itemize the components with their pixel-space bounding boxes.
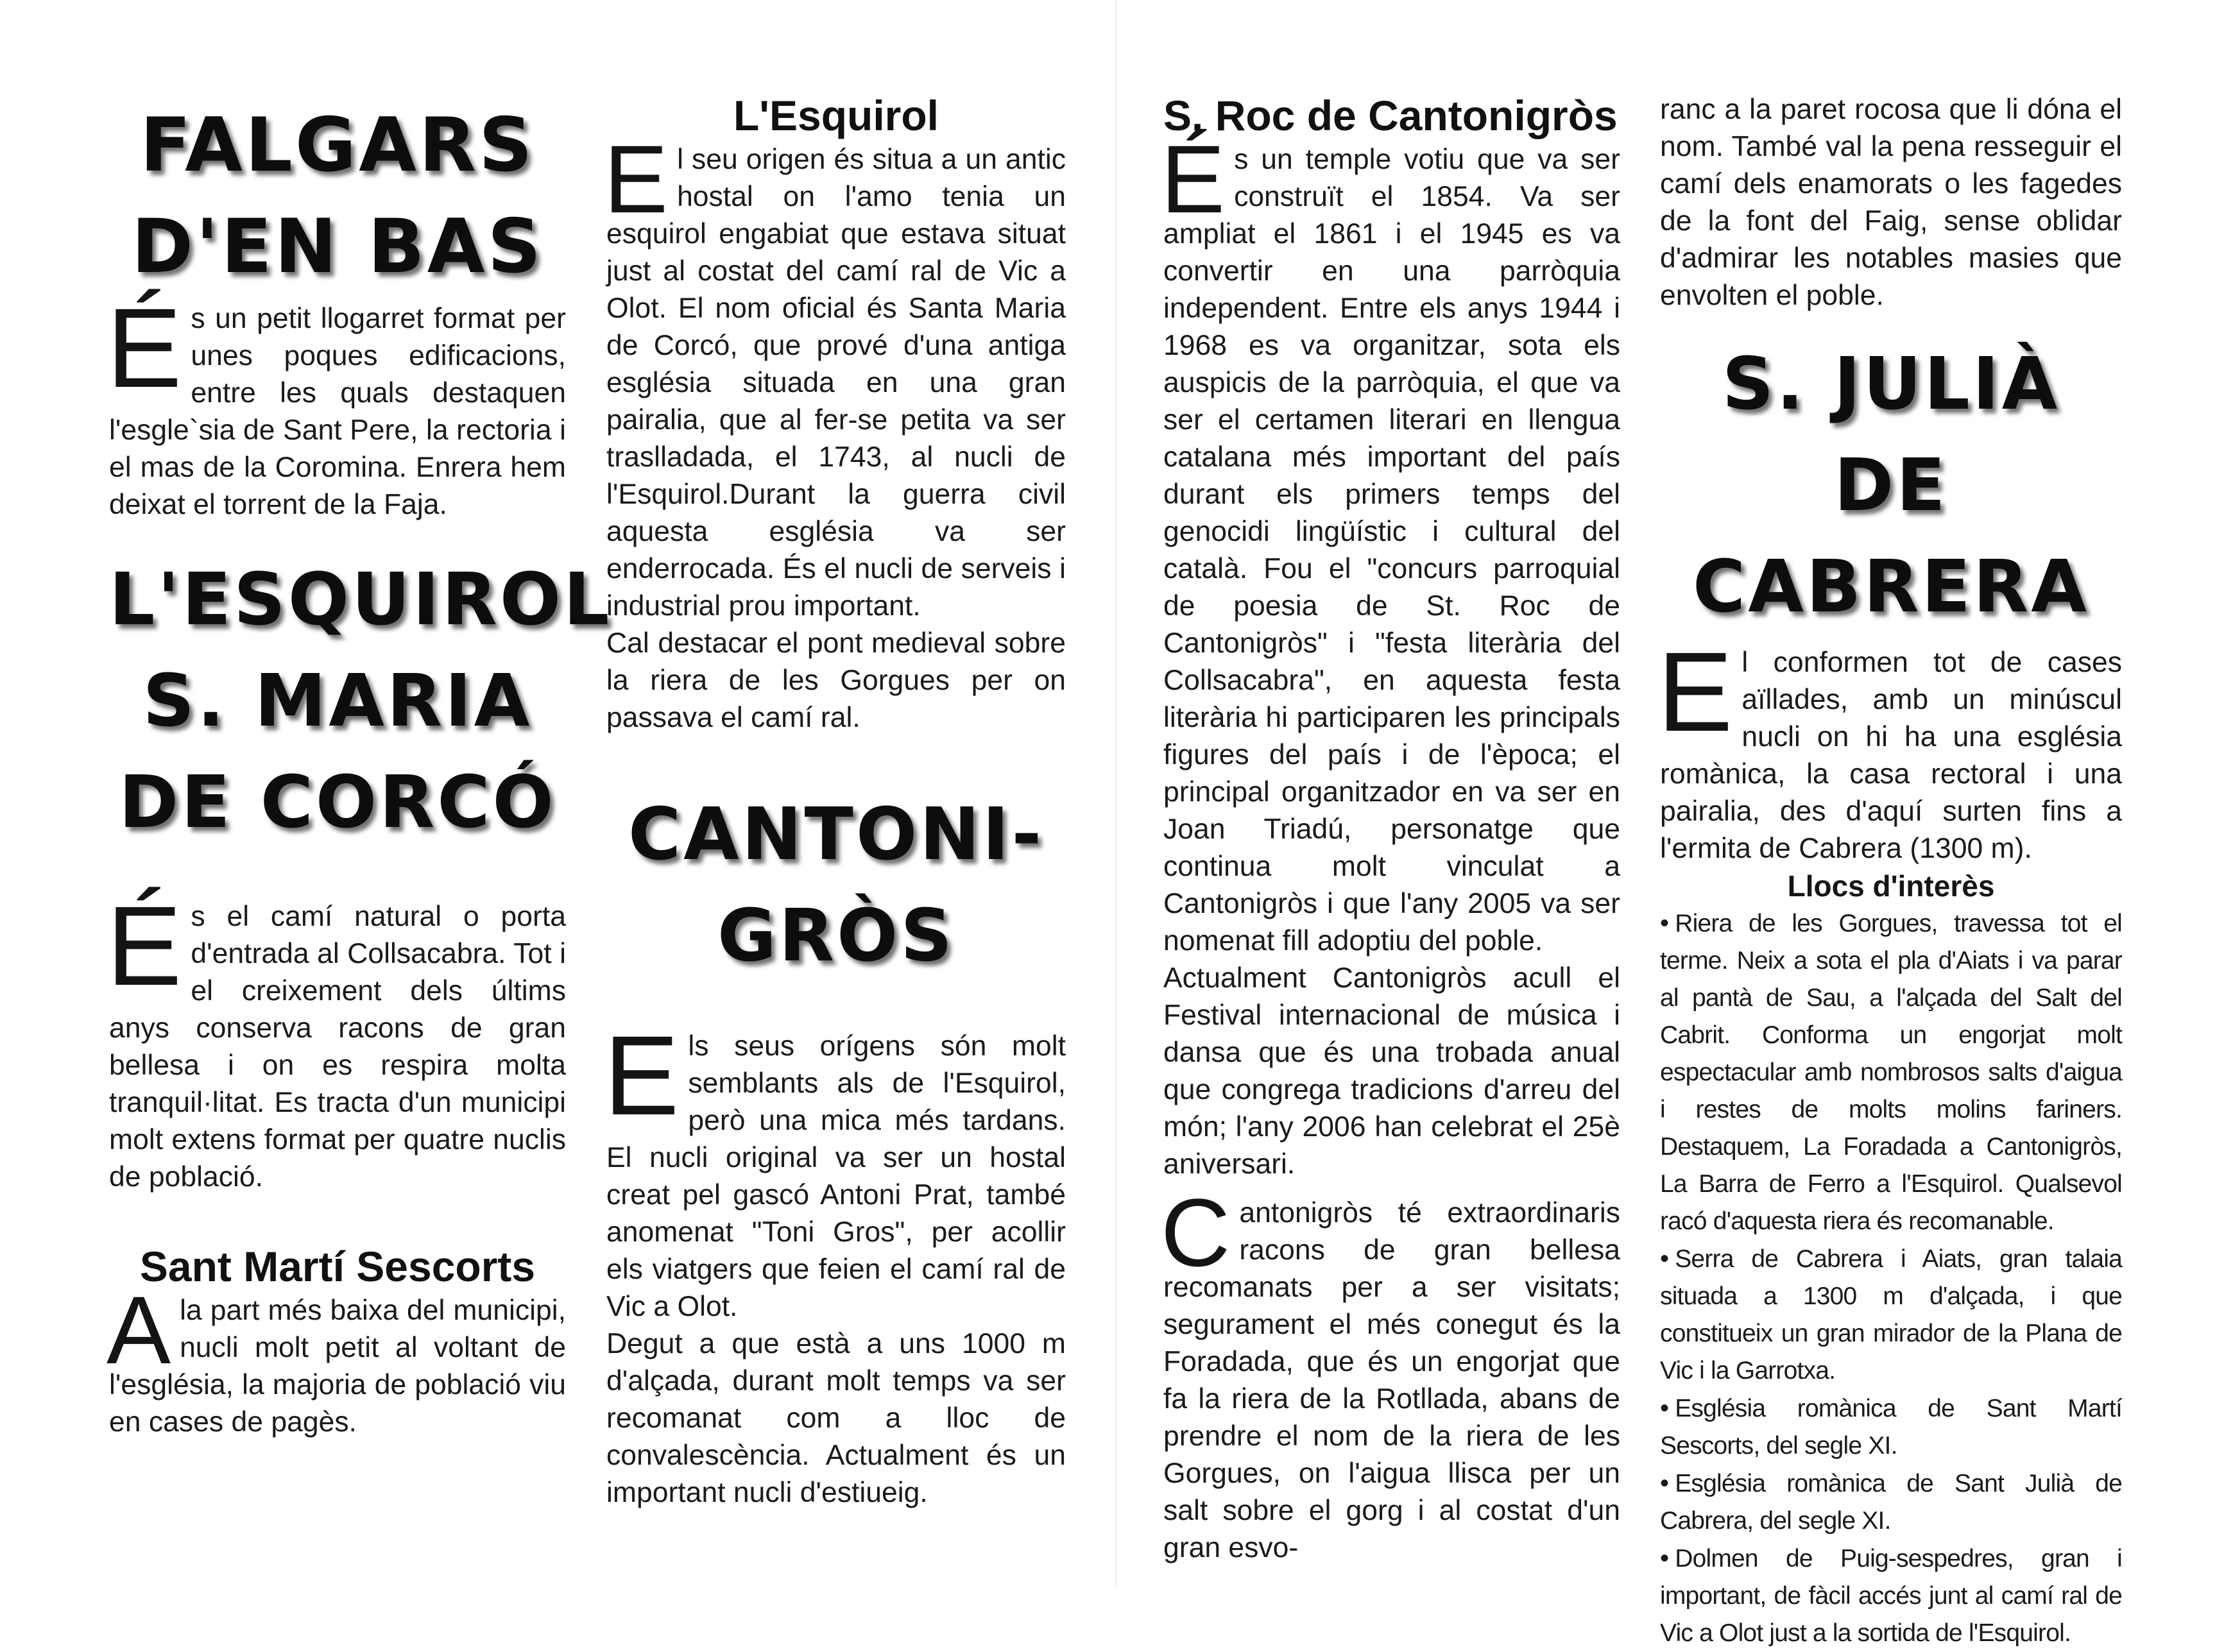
racons-paragraph [1161, 1179, 1620, 1567]
dropcap: E [604, 125, 669, 233]
page-fold [1115, 0, 1118, 1587]
dropcap: C [1161, 1179, 1231, 1286]
title-line: CANTONI- [628, 793, 1045, 876]
dropcap: E [604, 1013, 680, 1139]
esquirol-heading: L'Esquirol [733, 92, 939, 139]
falgars-paragraph [107, 285, 566, 524]
pont-medieval-paragraph: Cal destacar el pont medieval sobre la riera de les Gorgues per on passava el camí ral. [606, 627, 1066, 733]
list-item [1660, 1465, 2122, 1540]
cantonigros-title [606, 784, 1066, 987]
title-line: S. MARIA [142, 660, 533, 743]
paragraph-text: l seu origen és situa a un antic hostal on l'amo tenia un esquirol engabiat que estava situat just al costat del camí ral de Vic a Olot. El nom oficial és Santa Maria de Corcó, que prové d'una antiga església situada en una gran pairalia, que al fer-se petita va ser traslladada, el 1743, al nucli de l'Esquirol.Durant la guerra civil aquesta església va ser enderrocada. És el nucli de serveis i industrial prou important. [606, 144, 1066, 622]
sant-marti-heading: Sant Martí Sescorts [139, 1243, 536, 1290]
column-4 [1657, 0, 2122, 1652]
list-item [1660, 905, 2122, 1240]
esquirol-history-paragraph [604, 125, 1066, 625]
bullet-icon: • [1660, 909, 1669, 937]
title-line: CABRERA [1693, 545, 2089, 629]
paragraph-text: s el camí natural o porta d'entrada al Collsacabra. Tot i el creixement dels últims anys conserva racons de gran bellesa i on es respira molta tranquil·litat. Es tracta d'un municipi molt extens format per quatre nuclis de població. [109, 901, 566, 1193]
esquirol-paragraph [107, 883, 566, 1196]
title-line: FALGARS [140, 102, 535, 189]
paragraph-text: antonigròs té extraordinaris racons de gran bellesa recomanats per a ser visitats; segurament el més conegut és la Foradada, que és un engorjat que fa la riera de la Rotllada, abans de prendre el nom de la riera de les Gorgues, on l'aigua llisca per un salt sobre el gorg i al costat d'un gran esvo- [1163, 1197, 1620, 1563]
continuation-paragraph: ranc a la paret rocosa que li dóna el nom. També val la pena resseguir el camí dels enamorats o les fagedes de la font del Faig, sense oblidar d'admirar les notables masies que envolten el poble. [1660, 94, 2122, 311]
column-3 [1163, 0, 1620, 1567]
sant-julia-paragraph [1657, 629, 2122, 867]
bullet-icon: • [1660, 1544, 1669, 1572]
sant-marti-paragraph [107, 1276, 566, 1441]
altitude-paragraph: Degut a que està a uns 1000 m d'alçada, durant molt temps va ser recomanat com a lloc de convalescència. Actualment és un important nucli d'estiueig. [606, 1328, 1066, 1508]
list-item-text: Església romànica de Sant Martí Sescorts, del segle XI. [1660, 1395, 2122, 1460]
bullet-icon: • [1660, 1245, 1669, 1273]
dropcap: A [107, 1276, 171, 1384]
esquirol-title [109, 549, 612, 853]
paragraph-text: s un temple votiu que va ser construït el 1854. Va ser ampliat el 1861 i el 1945 es va convertir en una parròquia independent. Entre els anys 1944 i 1968 es va organitzar, sota els auspicis de la parròquia, el que va ser el certamen literari en llengua catalana més important del país durant els primers temps del genocidi lingüístic i cultural del català. Fou el "concurs parroquial de poesia de St. Roc de Cantonigròs" i "festa literària del Collsacabra", en aquesta festa literària hi participaren les principals figures del país i de l'època; el principal organitzador en va ser en Joan Triadú, personatge que continua molt vinculat a Cantonigròs i que l'any 2005 va ser nomenat fill adoptiu del poble. [1163, 144, 1620, 957]
dropcap: É [107, 883, 182, 1009]
sant-julia-title [1660, 334, 2122, 638]
paragraph-text: l conformen tot de cases aïllades, amb un minúscul nucli on hi ha una església romànica, la casa rectoral i una pairalia, des d'aquí surten fins a l'ermita de Cabrera (1300 m). [1660, 647, 2122, 864]
dropcap: É [1161, 125, 1226, 233]
column-1 [107, 0, 612, 1441]
paragraph-text: s un petit llogarret format per unes poques edificacions, entre les quals destaquen l'esgle`sia de Sant Pere, la rectoria i el mas de la Coromina. Enrera hem deixat el torrent de la Faja. [109, 303, 566, 520]
dropcap: É [107, 285, 182, 411]
festival-paragraph: Actualment Cantonigròs acull el Festival internacional de música i dansa que és una trobada anual que congrega tradicions d'arreu del món; l'any 2006 han celebrat el 25è aniversari. [1163, 962, 1620, 1180]
title-line: GRÒS [717, 894, 955, 978]
title-line: DE CORCÓ [119, 761, 556, 844]
paragraph-text: ls seus orígens són molt semblants als de l'Esquirol, però una mica més tardans. El nucli original va ser un hostal creat pel gascó Antoni Prat, també anomenat "Toni Gros", per acollir els viatgers que feien el camí ral de Vic a Olot. [606, 1030, 1066, 1322]
list-item-text: Riera de les Gorgues, travessa tot el terme. Neix a sota el pla d'Aiats i va parar al pantà de Sau, a l'alçada del Salt del Cabrit. Conforma un engorjat molt espectacular amb nombrosos salts d'aigua i restes de molts molins fariners. Destaquem, La Foradada a Cantonigròs, La Barra de Ferro a l'Esquirol. Qualsevol racó d'aquesta riera és recomanable. [1660, 910, 2122, 1235]
title-line: D'EN BAS [131, 203, 544, 290]
falgars-title [109, 95, 566, 298]
bullet-icon: • [1660, 1394, 1669, 1422]
paragraph-text: la part més baixa del municipi, nucli molt petit al voltant de l'església, la majoria de població viu en cases de pagès. [109, 1295, 566, 1438]
cantonigros-origins-paragraph [604, 1013, 1066, 1325]
list-item-text: Dolmen de Puig-sespedres, gran i important, de fàcil accés junt al camí ral de Vic a Olot just a la sortida de l'Esquirol. [1660, 1545, 2122, 1647]
list-item-text: Serra de Cabrera i Aiats, gran talaia situada a 1300 m d'alçada, i que constitueix un gran mirador de la Plana de Vic i la Garrotxa. [1660, 1245, 2122, 1384]
column-2 [606, 0, 1066, 1511]
sant-roc-paragraph [1161, 125, 1620, 960]
title-line: L'ESQUIROL [109, 558, 612, 642]
dropcap: E [1657, 629, 1733, 755]
list-item-text: Església romànica de Sant Julià de Cabrera, del segle XI. [1660, 1470, 2122, 1535]
sant-roc-heading: S. Roc de Cantonigròs [1163, 92, 1618, 139]
list-item [1660, 1240, 2122, 1390]
bullet-icon: • [1660, 1469, 1669, 1497]
llocs-interes-list [1660, 905, 2122, 1652]
llocs-interes-heading: Llocs d'interès [1787, 869, 1995, 903]
title-line: S. JULIÀ DE [1722, 343, 2060, 527]
list-item [1660, 1390, 2122, 1465]
list-item [1660, 1540, 2122, 1652]
